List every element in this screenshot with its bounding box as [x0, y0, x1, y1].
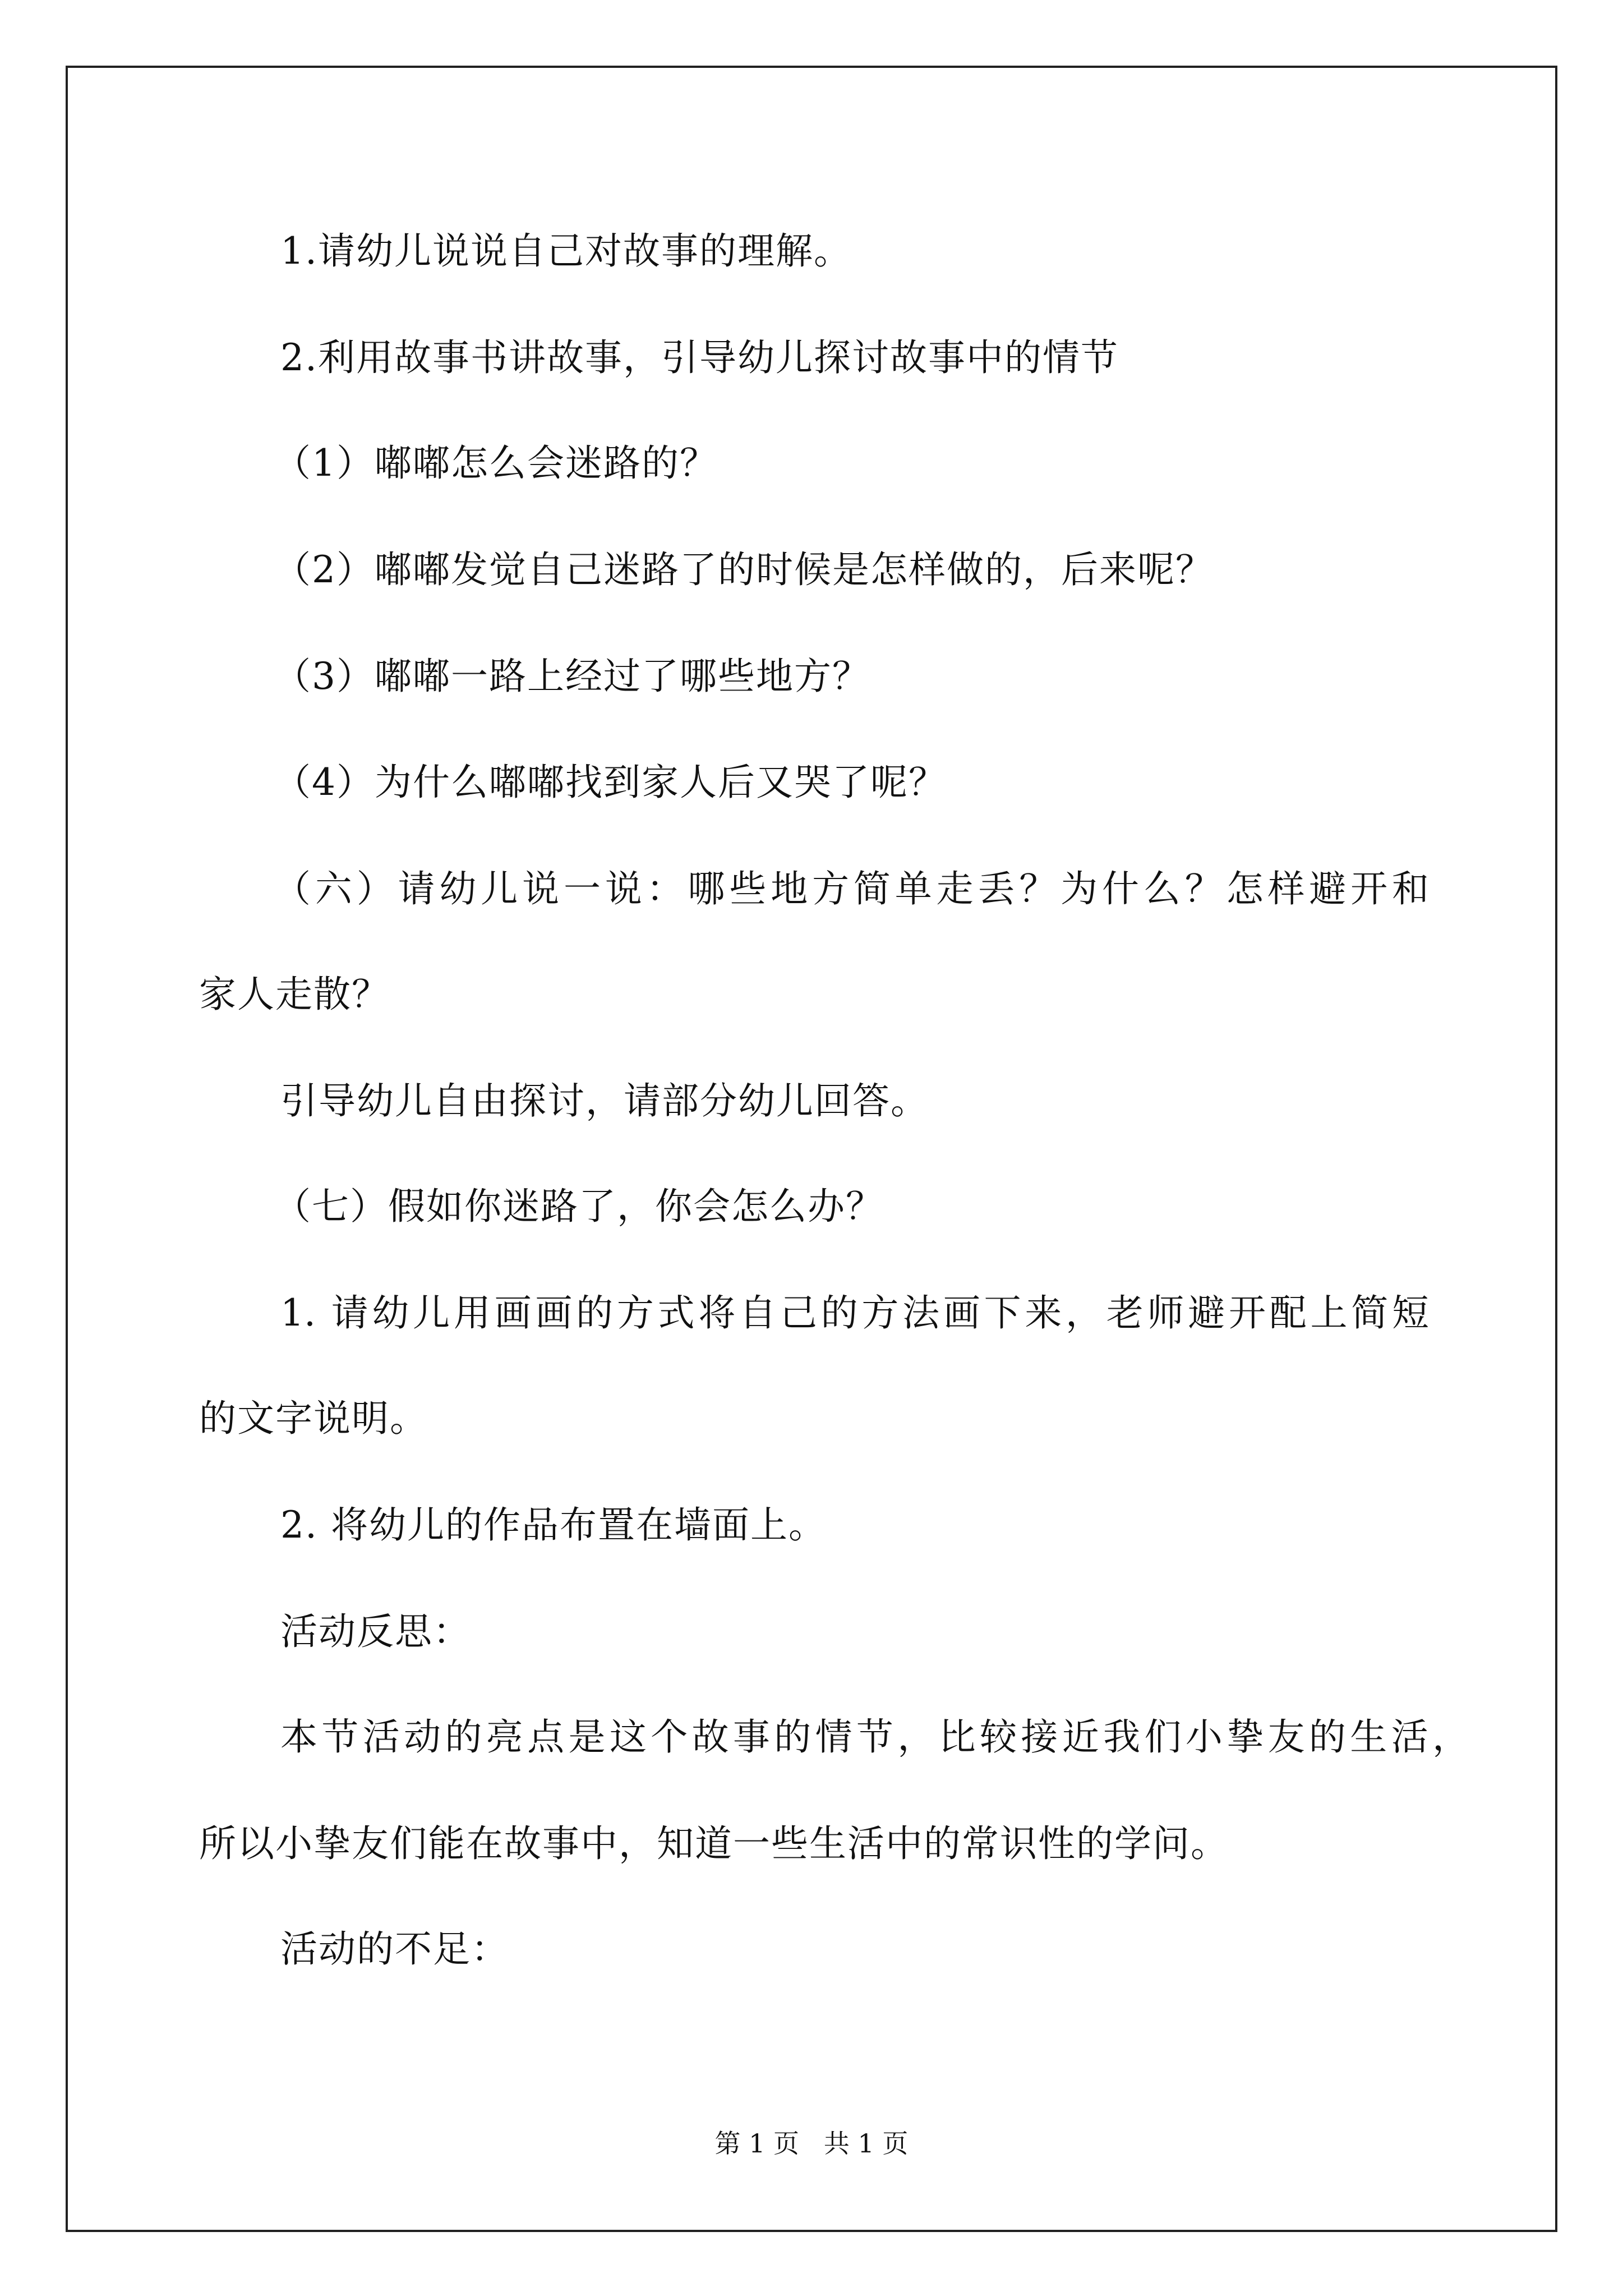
page-border	[66, 66, 1557, 2232]
paragraph-line-4: （2）嘟嘟发觉自己迷路了的时候是怎样做的，后来呢？	[274, 548, 1214, 591]
paragraph-line-16: 所以小挚友们能在故事中，知道一些生活中的常识性的学问。	[199, 1822, 1229, 1865]
paragraph-line-6: （4）为什么嘟嘟找到家人后又哭了呢？	[274, 761, 947, 804]
paragraph-line-8: 家人走散？	[199, 973, 390, 1016]
paragraph-line-5: （3）嘟嘟一路上经过了哪些地方？	[274, 655, 870, 698]
paragraph-line-7: （六）请幼儿说一说：哪些地方简单走丢？为什么？怎样避开和	[274, 867, 1429, 910]
paragraph-line-9: 引导幼儿自由探讨，请部分幼儿回答。	[280, 1079, 929, 1122]
paragraph-line-17: 活动的不足：	[280, 1927, 509, 1971]
paragraph-line-11: 1. 请幼儿用画画的方式将自己的方法画下来，老师避开配上简短	[280, 1291, 1429, 1335]
paragraph-line-15: 本节活动的亮点是这个故事的情节，比较接近我们小挚友的生活，	[280, 1715, 1469, 1759]
paragraph-line-13: 2. 将幼儿的作品布置在墙面上。	[280, 1503, 827, 1547]
paragraph-line-14: 活动反思：	[280, 1610, 471, 1653]
page-footer: 第 1 页 共 1 页	[714, 2128, 909, 2159]
paragraph-line-12: 的文字说明。	[199, 1397, 428, 1440]
paragraph-line-3: （1）嘟嘟怎么会迷路的？	[274, 441, 718, 485]
paragraph-line-1: 1.请幼儿说说自己对故事的理解。	[280, 229, 852, 273]
paragraph-line-10: （七）假如你迷路了，你会怎么办？	[274, 1185, 884, 1228]
paragraph-line-2: 2.利用故事书讲故事，引导幼儿探讨故事中的情节	[280, 336, 1119, 379]
